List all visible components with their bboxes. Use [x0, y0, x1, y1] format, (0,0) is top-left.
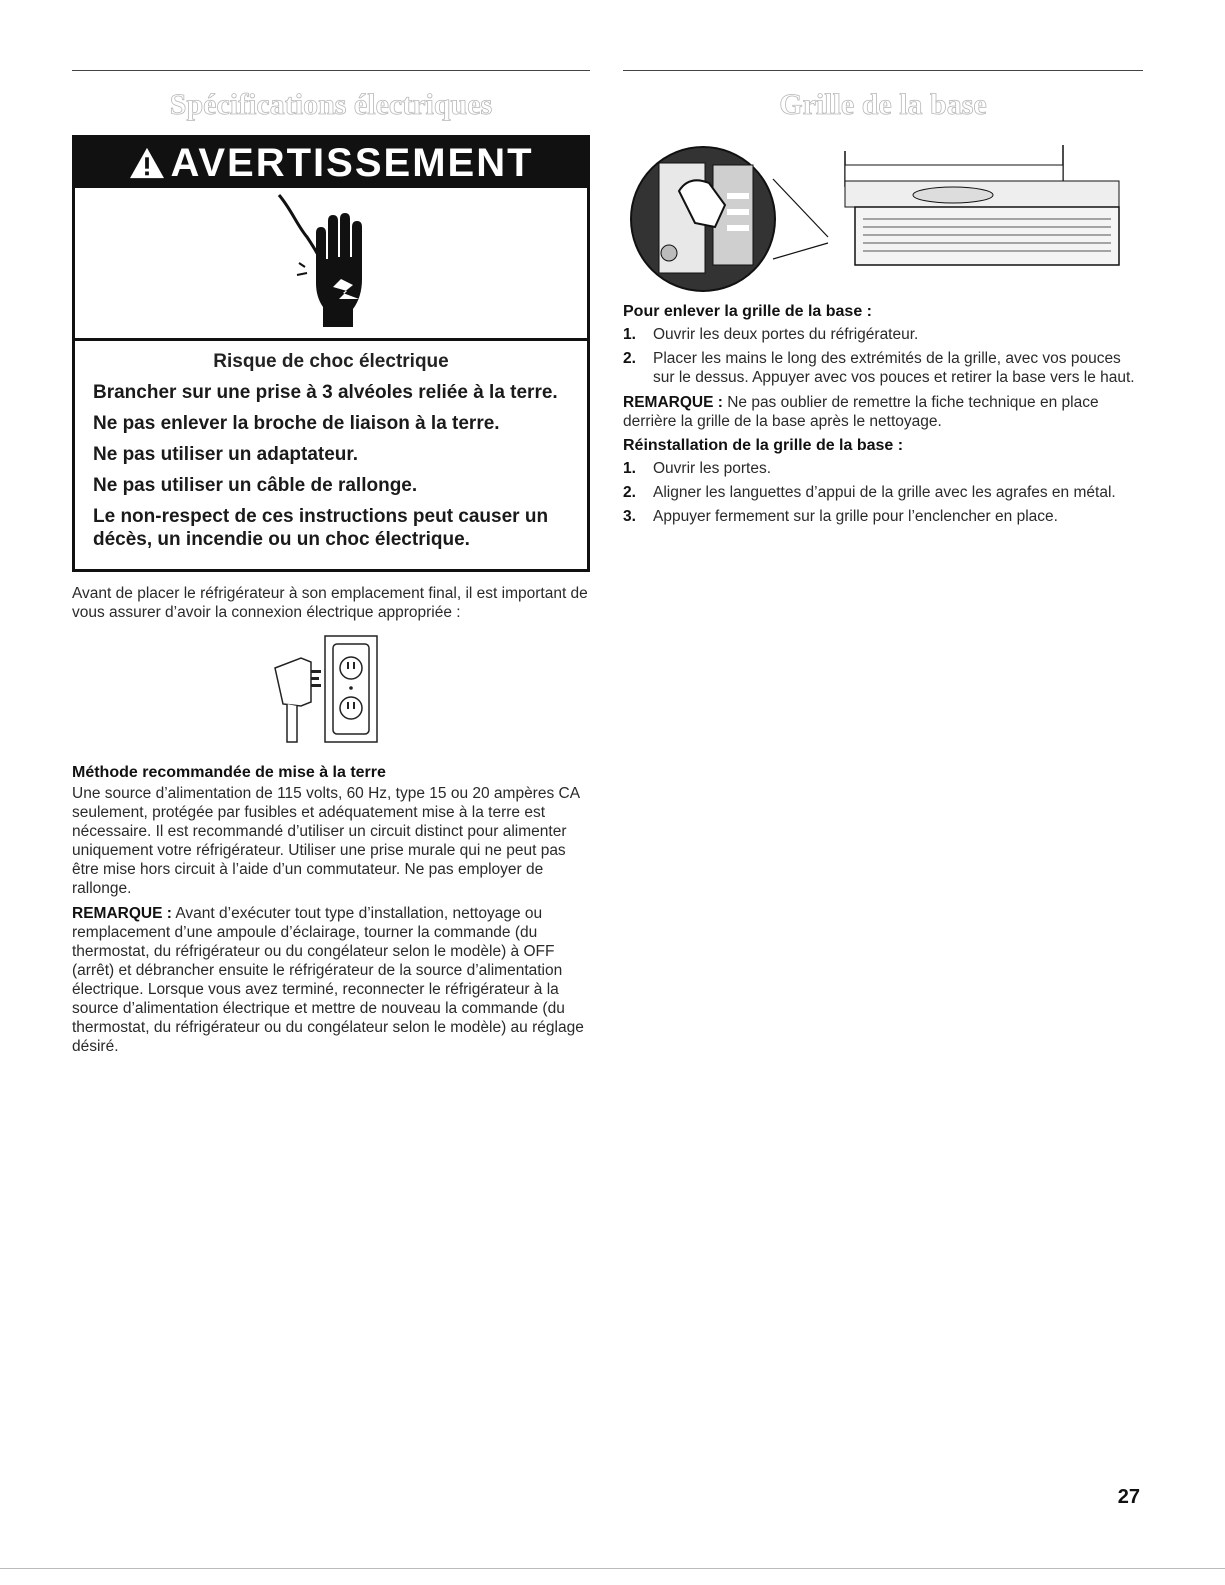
right-note	[623, 393, 1143, 431]
electric-shock-hand-icon	[261, 193, 401, 333]
step-text: Appuyer fermement sur la grille pour l’enclencher en place.	[653, 508, 1058, 525]
step-number: 3.	[623, 508, 636, 525]
base-grille-figure	[623, 135, 1143, 295]
left-note	[72, 904, 590, 1056]
list-item	[623, 483, 1143, 502]
step-number: 1.	[623, 460, 636, 477]
step-number: 2.	[623, 350, 636, 367]
base-grille-illustration	[623, 135, 1123, 295]
left-column	[72, 70, 590, 1062]
three-prong-outlet-icon	[261, 632, 401, 752]
electrical-intro: Avant de placer le réfrigérateur à son emplacement final, il est important de vous assurer d’avoir la connexion électrique appropriée :	[72, 585, 588, 621]
warning-box	[72, 135, 590, 572]
shock-hazard-picture	[75, 188, 587, 341]
warning-triangle-icon	[128, 146, 166, 180]
step-number: 1.	[623, 326, 636, 343]
note-label: REMARQUE :	[623, 394, 723, 411]
list-item	[623, 507, 1143, 526]
warning-risk-title: Risque de choc électrique	[213, 351, 449, 372]
warning-line: Le non-respect de ces instructions peut causer un décès, un incendie ou un choc électrique.	[93, 506, 549, 550]
step-text: Ouvrir les deux portes du réfrigérateur.	[653, 326, 919, 343]
grounding-method-heading: Méthode recommandée de mise à la terre	[72, 764, 386, 781]
warning-text	[75, 341, 587, 569]
warning-line: Ne pas utiliser un câble de rallonge.	[93, 475, 418, 496]
grounding-method-text: Une source d’alimentation de 115 volts, 60 Hz, type 15 ou 20 ampères CA seulement, protégée par fusibles et adéquatement mise à la terre est nécessaire. Il est recommandé d’utiliser un circuit distinct pour alimenter uniquement votre réfrigérateur. Utiliser une prise murale qui ne peut pas être mise hors circuit à l’aide d’un commutateur. Ne pas employer de rallonge.	[72, 785, 580, 897]
bottom-rule	[0, 1568, 1225, 1569]
warning-line: Ne pas utiliser un adaptateur.	[93, 444, 359, 465]
plug-outlet-figure	[72, 632, 590, 752]
right-top-rule	[623, 70, 1143, 71]
warning-line: Brancher sur une prise à 3 alvéoles reliée à la terre.	[93, 382, 558, 403]
list-item	[623, 349, 1143, 387]
reinstall-grille-heading: Réinstallation de la grille de la base :	[623, 437, 904, 454]
step-text: Placer les mains le long des extrémités de la grille, avec vos pouces sur le dessus. Appuyer avec vos pouces et retirer la base vers le haut.	[653, 350, 1135, 386]
right-column	[623, 70, 1143, 532]
step-text: Aligner les languettes d’appui de la grille avec les agrafes en métal.	[653, 484, 1116, 501]
warning-header	[75, 138, 587, 188]
left-top-rule	[72, 70, 590, 71]
note-text: Avant d’exécuter tout type d’installation, nettoyage ou remplacement d’une ampoule d’éclairage, tourner la commande (du thermostat, du réfrigérateur ou du congélateur selon le modèle) à OFF (arrêt) et débrancher ensuite le réfrigérateur de la source d’alimentation électrique. Lorsque vous avez terminé, reconnecter le réfrigérateur à la source d’alimentation électrique et mettre de nouveau la commande (du thermostat, du réfrigérateur ou du congélateur selon le modèle) au réglage désiré.	[72, 905, 584, 1055]
step-text: Ouvrir les portes.	[653, 460, 772, 477]
electrical-specs-title: Spécifications électriques	[169, 88, 493, 121]
note-text: Ne pas oublier de remettre la fiche technique en place derrière la grille de la base après le nettoyage.	[623, 394, 1099, 430]
list-item	[623, 325, 1143, 344]
remove-steps-list	[623, 325, 1143, 387]
warning-header-label: AVERTISSEMENT	[170, 140, 534, 185]
reinstall-steps-list	[623, 459, 1143, 526]
note-label: REMARQUE :	[72, 905, 172, 922]
page-number: 27	[1117, 1486, 1140, 1508]
list-item	[623, 459, 1143, 478]
warning-line: Ne pas enlever la broche de liaison à la terre.	[93, 413, 500, 434]
base-grille-title: Grille de la base	[779, 88, 987, 121]
remove-grille-heading: Pour enlever la grille de la base :	[623, 303, 872, 320]
step-number: 2.	[623, 484, 636, 501]
